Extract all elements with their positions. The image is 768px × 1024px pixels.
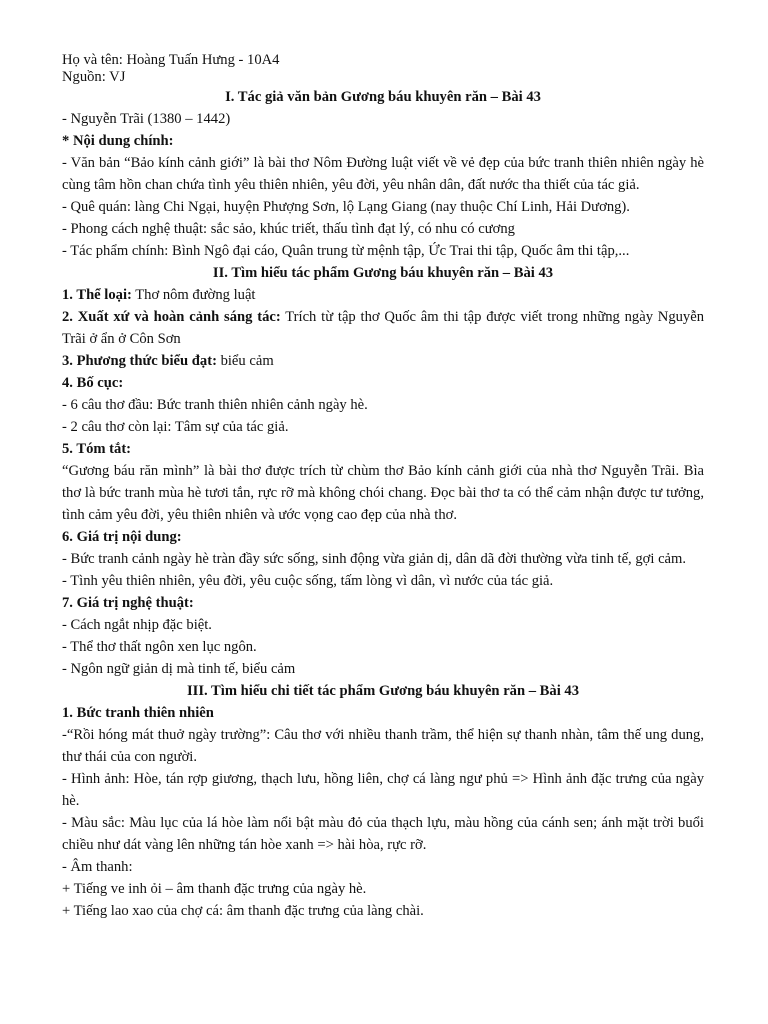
art-value-item: - Ngôn ngữ giản dị mà tinh tế, biểu cảm bbox=[62, 661, 296, 677]
summary-paragraph: “Gương báu răn mình” là bài thơ được trích từ chùm thơ Bảo kính cảnh giới của nhà thơ Nguyễn Trãi. Bìa thơ là bức tranh mùa hè tươi tắn, rực rỡ mà không chói chang. Đọc bài thơ ta có thể cảm nhận được tư tưởng, tình cảm yêu đời, yêu thiên nhiên và ước vọng cao đẹp của nhà thơ. bbox=[62, 463, 704, 523]
section3-heading: III. Tìm hiểu chi tiết tác phẩm Gương báu khuyên răn – Bài 43 bbox=[186, 683, 580, 699]
origin-line bbox=[62, 306, 704, 350]
detail-paragraph: - Âm thanh: bbox=[62, 859, 133, 875]
content-value-item: - Tình yêu thiên nhiên, yêu đời, yêu cuộc sống, tấm lòng vì dân, vì nước của tác giả. bbox=[62, 573, 554, 589]
detail-paragraph: + Tiếng ve inh ỏi – âm thanh đặc trưng của ngày hè. bbox=[62, 881, 367, 897]
layout-item: - 6 câu thơ đầu: Bức tranh thiên nhiên cảnh ngày hè. bbox=[62, 397, 368, 413]
section2-heading: II. Tìm hiểu tác phẩm Gương báu khuyên răn – Bài 43 bbox=[212, 265, 554, 281]
section1-heading: I. Tác giả văn bản Gương báu khuyên răn – Bài 43 bbox=[225, 89, 541, 105]
works-line: - Tác phẩm chính: Bình Ngô đại cáo, Quân trung từ mệnh tập, Ức Trai thi tập, Quốc âm thi tập,... bbox=[62, 243, 630, 259]
layout-label: 4. Bố cục: bbox=[62, 375, 124, 391]
layout-item: - 2 câu thơ còn lại: Tâm sự của tác giả. bbox=[62, 419, 289, 435]
intro-paragraph: - Văn bản “Bảo kính cảnh giới” là bài thơ Nôm Đường luật viết về vẻ đẹp của bức tranh thiên nhiên ngày hè cùng tâm hồn chan chứa tình yêu thiên nhiên, yêu đời, yêu nhân dân, đất nước tha thiết của tác giả. bbox=[62, 155, 704, 193]
detail-paragraph: + Tiếng lao xao của chợ cá: âm thanh đặc trưng của làng chài. bbox=[62, 903, 424, 919]
origin-label: 2. Xuất xứ và hoàn cảnh sáng tác: bbox=[62, 309, 281, 325]
art-value-label: 7. Giá trị nghệ thuật: bbox=[62, 595, 194, 611]
origin-value: Trích từ tập thơ Quốc âm thi tập được viết trong những ngày Nguyễn Trãi ở ẩn ở Côn Sơn bbox=[62, 309, 705, 347]
genre-label: 1. Thể loại: bbox=[62, 287, 132, 303]
detail-paragraph: - Màu sắc: Màu lục của lá hòe làm nổi bật màu đỏ của thạch lựu, màu hồng của cánh sen; ánh mặt trời buổi chiều như dát vàng lên những tán hòe xanh => hài hòa, rực rỡ. bbox=[62, 815, 704, 853]
summary-label: 5. Tóm tắt: bbox=[62, 441, 132, 457]
detail-paragraph: -“Rồi hóng mát thuở ngày trường”: Câu thơ với nhiều thanh trầm, thể hiện sự thanh nhàn, tâm thế ung dung, thư thái của con người. bbox=[62, 727, 704, 765]
author-line: Họ và tên: Hoàng Tuấn Hưng - 10A4 bbox=[62, 52, 280, 68]
hometown-line: - Quê quán: làng Chi Ngại, huyện Phượng Sơn, lộ Lạng Giang (nay thuộc Chí Linh, Hải Dương). bbox=[62, 199, 630, 215]
source-line: Nguồn: VJ bbox=[62, 69, 126, 85]
author-name: - Nguyễn Trãi (1380 – 1442) bbox=[62, 111, 231, 127]
genre-line bbox=[62, 284, 704, 306]
content-value-label: 6. Giá trị nội dung: bbox=[62, 529, 182, 545]
style-line: - Phong cách nghệ thuật: sắc sảo, khúc triết, thấu tình đạt lý, có nhu có cương bbox=[62, 221, 515, 237]
nature-subheading: 1. Bức tranh thiên nhiên bbox=[62, 705, 214, 721]
content-label: * Nội dung chính: bbox=[62, 133, 174, 149]
art-value-item: - Cách ngắt nhịp đặc biệt. bbox=[62, 617, 212, 633]
genre-value: Thơ nôm đường luật bbox=[131, 287, 256, 303]
mode-label: 3. Phương thức biểu đạt: bbox=[62, 353, 217, 369]
mode-value: biểu cảm bbox=[216, 353, 274, 369]
content-value-item: - Bức tranh cảnh ngày hè tràn đầy sức sống, sinh động vừa giản dị, dân dã đời thường vừa tinh tế, gợi cảm. bbox=[62, 551, 687, 567]
document-page bbox=[62, 52, 704, 922]
detail-paragraph: - Hình ảnh: Hòe, tán rợp giương, thạch lưu, hồng liên, chợ cá làng ngư phủ => Hình ảnh đặc trưng của ngày hè. bbox=[62, 771, 704, 809]
mode-line bbox=[62, 350, 704, 372]
art-value-item: - Thể thơ thất ngôn xen lục ngôn. bbox=[62, 639, 257, 655]
